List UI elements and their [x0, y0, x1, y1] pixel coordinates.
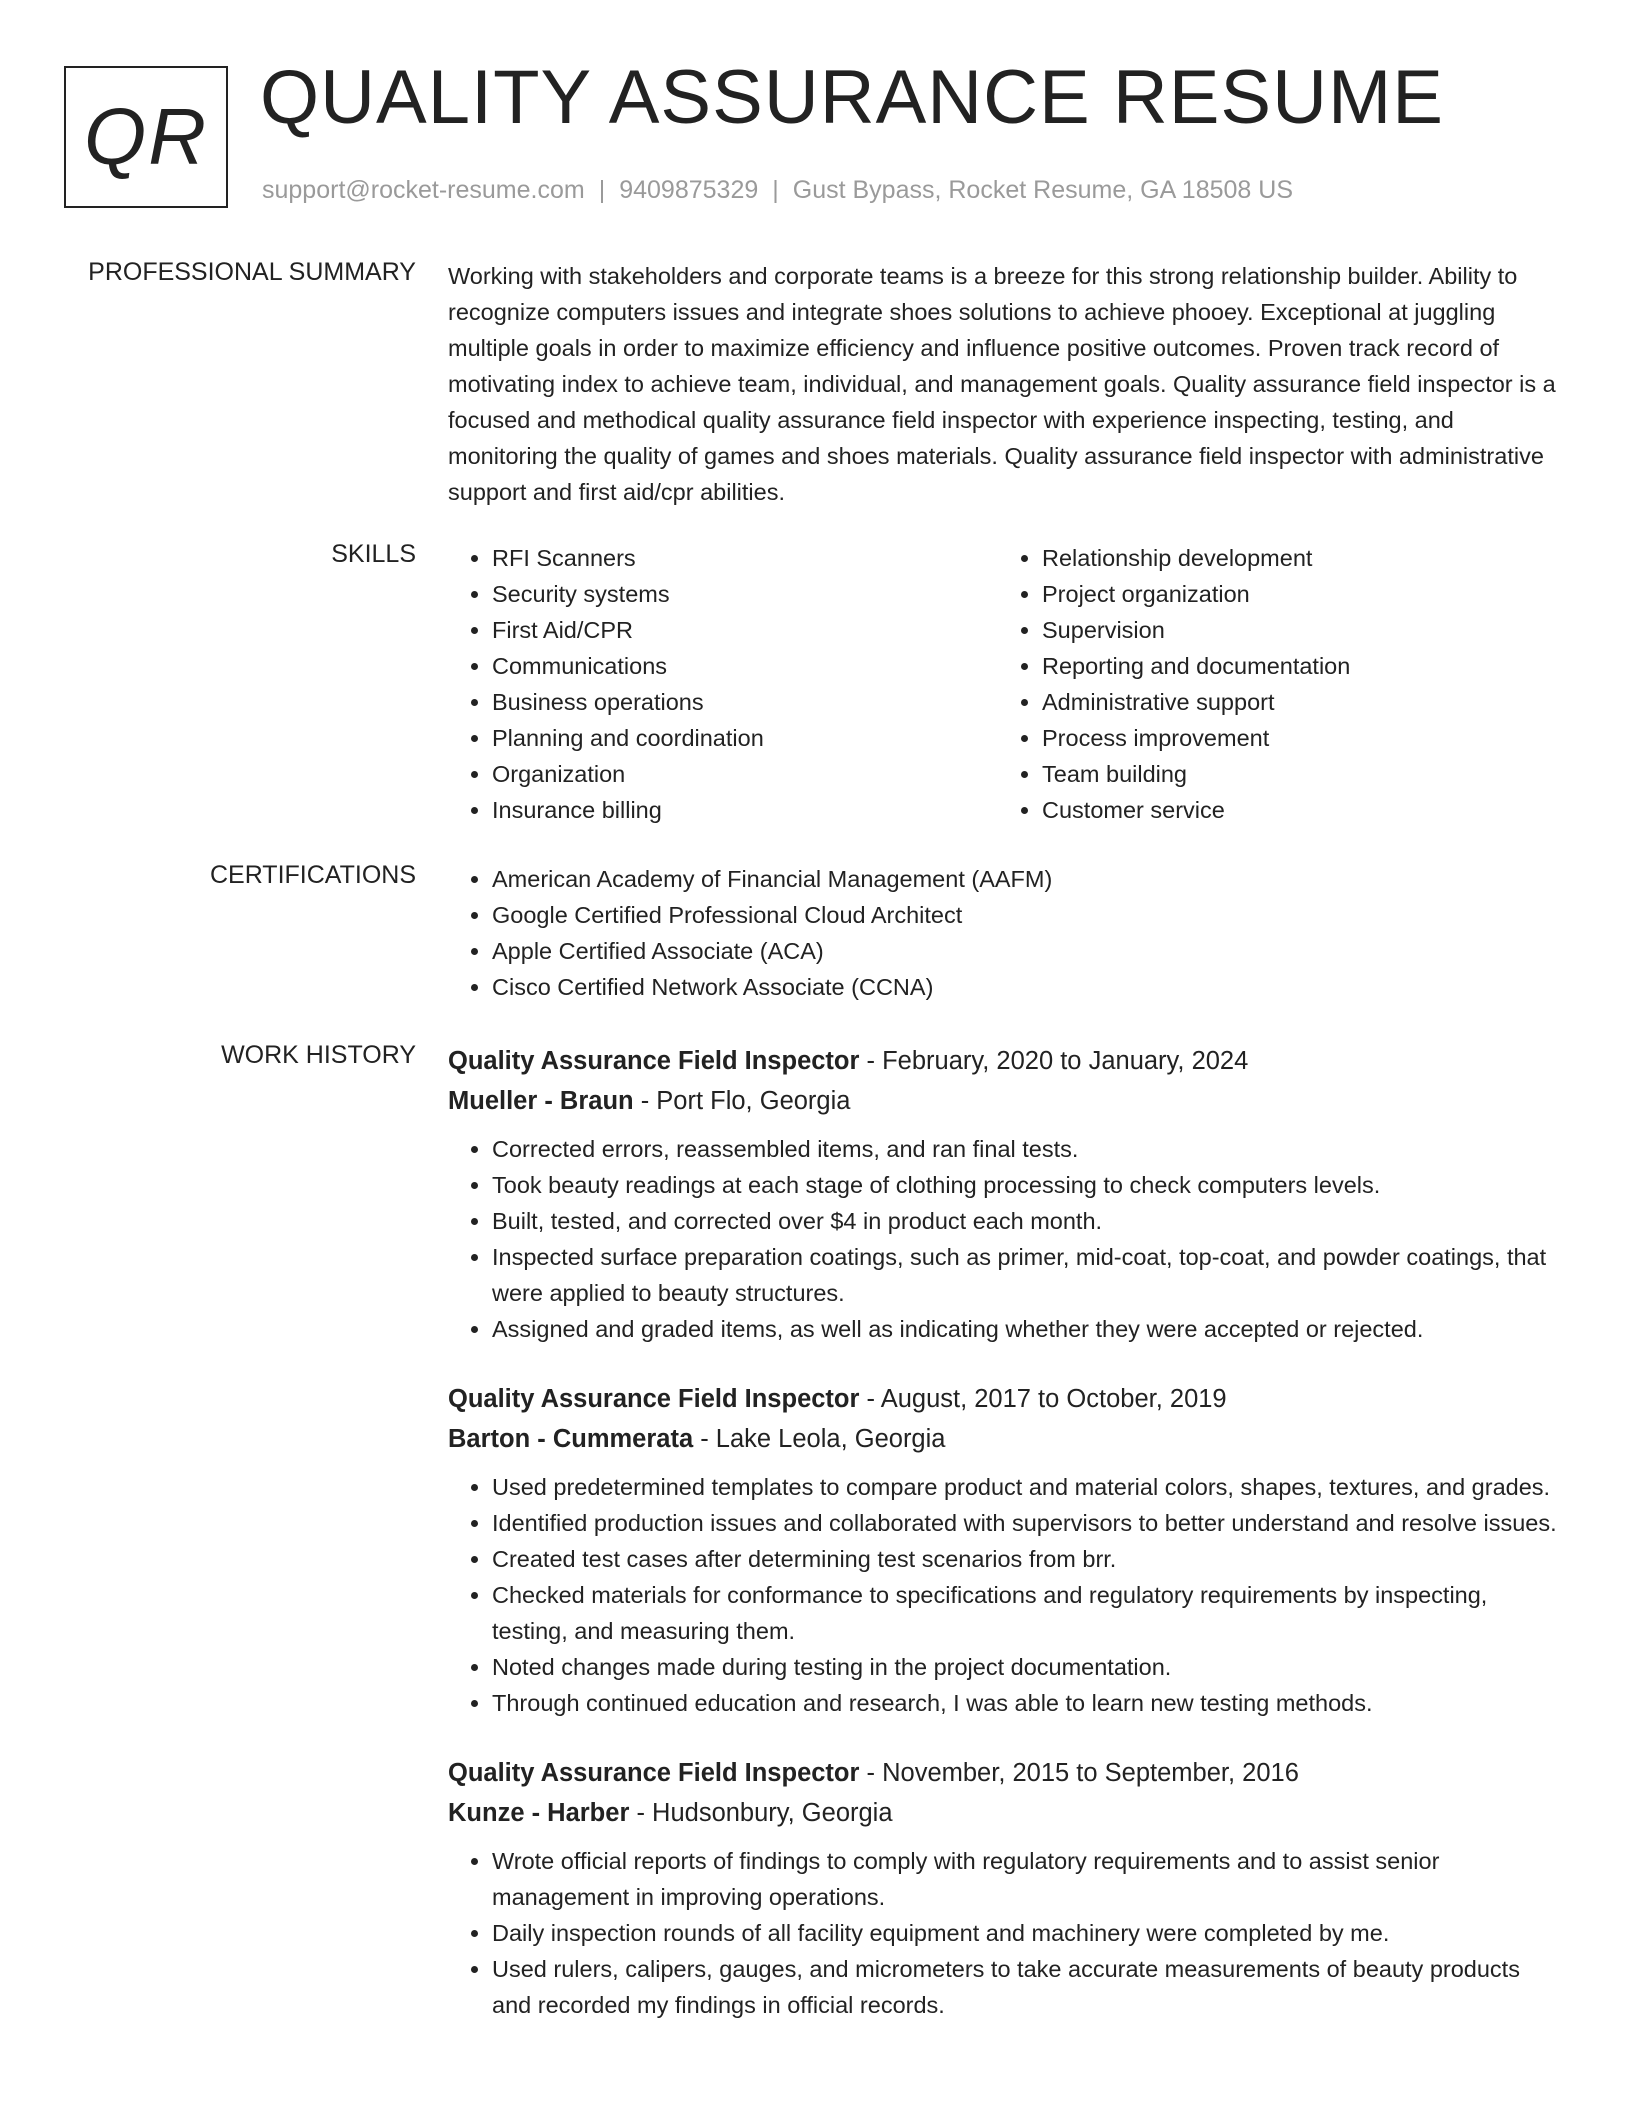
skills-body: [448, 540, 1564, 828]
certifications-body: [448, 861, 1564, 1005]
certification-item: • Cisco Certified Network Associate (CCNA): [492, 969, 1564, 1005]
job-duty-item: • Built, tested, and corrected over $4 in product each month.: [492, 1203, 1564, 1239]
job-duties-list: [448, 1843, 1564, 2023]
job-duties-list: [448, 1469, 1564, 1721]
skill-item: • Insurance billing: [492, 792, 998, 828]
job-duty-item: • Noted changes made during testing in the project documentation.: [492, 1649, 1564, 1685]
skill-item: • Administrative support: [1042, 684, 1548, 720]
work-history-label: WORK HISTORY: [221, 1041, 416, 1069]
skill-item: • Reporting and documentation: [1042, 648, 1548, 684]
skills-label: SKILLS: [331, 540, 416, 568]
skills-list-right: [998, 540, 1548, 828]
job-company-line: [448, 1081, 1564, 1121]
skill-item: • Process improvement: [1042, 720, 1548, 756]
skill-item: • Planning and coordination: [492, 720, 998, 756]
job-duty-item: • Through continued education and research, I was able to learn new testing methods.: [492, 1685, 1564, 1721]
contact-separator: |: [598, 176, 606, 204]
job-duties-list: [448, 1131, 1564, 1347]
job-duty-item: • Checked materials for conformance to specifications and regulatory requirements by inspecting, testing, and measuring them.: [492, 1577, 1564, 1649]
job-dates: - November, 2015 to September, 2016: [859, 1759, 1299, 1787]
job-title: Quality Assurance Field Inspector: [448, 1385, 860, 1413]
job-entry: [448, 1753, 1564, 2023]
contact-email[interactable]: support@rocket-resume.com: [262, 176, 585, 204]
summary-text: Working with stakeholders and corporate teams is a breeze for this strong relationship builder. Ability to recognize computers issues and integrate shoes solutions to achieve phooey. Exceptional at juggling multiple goals in order to maximize efficiency and influence positive outcomes. Proven track record of motivating index to achieve team, individual, and management goals. Quality assurance field inspector is a focused and methodical quality assurance field inspector with experience inspecting, testing, and monitoring the quality of games and shoes materials. Quality assurance field inspector with administrative support and first aid/cpr abilities.: [448, 263, 1556, 505]
skill-item: • Customer service: [1042, 792, 1548, 828]
certifications-label: CERTIFICATIONS: [209, 861, 416, 889]
page-title: QUALITY ASSURANCE RESUME: [260, 55, 1445, 140]
job-duty-item: • Assigned and graded items, as well as indicating whether they were accepted or rejected.: [492, 1311, 1564, 1347]
work-history-body: [448, 1041, 1564, 2055]
monogram-logo: QR: [64, 66, 228, 208]
job-company: Kunze - Harber: [448, 1799, 630, 1827]
job-company-line: [448, 1419, 1564, 1459]
certification-item: • Apple Certified Associate (ACA): [492, 933, 1564, 969]
contact-line: [262, 176, 1293, 205]
job-duty-item: • Inspected surface preparation coatings, such as primer, mid-coat, top-coat, and powder coatings, that were applied to beauty structures.: [492, 1239, 1564, 1311]
skill-item: • Security systems: [492, 576, 998, 612]
contact-address: Gust Bypass, Rocket Resume, GA 18508 US: [792, 176, 1293, 204]
skill-item: • Business operations: [492, 684, 998, 720]
job-dates: - August, 2017 to October, 2019: [859, 1385, 1227, 1413]
skill-item: • Project organization: [1042, 576, 1548, 612]
skill-item: • Organization: [492, 756, 998, 792]
job-duty-item: • Took beauty readings at each stage of clothing processing to check computers levels.: [492, 1167, 1564, 1203]
job-company: Mueller - Braun: [448, 1087, 634, 1115]
skill-item: • Supervision: [1042, 612, 1548, 648]
job-title: Quality Assurance Field Inspector: [448, 1759, 860, 1787]
job-entry: [448, 1041, 1564, 1347]
job-title-line: [448, 1041, 1564, 1081]
job-company: Barton - Cummerata: [448, 1425, 694, 1453]
job-duty-item: • Created test cases after determining test scenarios from brr.: [492, 1541, 1564, 1577]
job-location: - Lake Leola, Georgia: [693, 1425, 946, 1453]
certifications-list: [448, 861, 1564, 1005]
job-duty-item: • Identified production issues and collaborated with supervisors to better understand and resolve issues.: [492, 1505, 1564, 1541]
job-company-line: [448, 1793, 1564, 1833]
job-title-line: [448, 1379, 1564, 1419]
job-title: Quality Assurance Field Inspector: [448, 1047, 860, 1075]
job-location: - Hudsonbury, Georgia: [629, 1799, 893, 1827]
job-duty-item: • Daily inspection rounds of all facility equipment and machinery were completed by me.: [492, 1915, 1564, 1951]
skill-item: • First Aid/CPR: [492, 612, 998, 648]
skill-item: • Team building: [1042, 756, 1548, 792]
certification-item: • American Academy of Financial Management (AAFM): [492, 861, 1564, 897]
skills-grid: [448, 540, 1564, 828]
job-dates: - February, 2020 to January, 2024: [859, 1047, 1249, 1075]
contact-phone[interactable]: 9409875329: [619, 176, 759, 204]
skills-list-left: [448, 540, 998, 828]
skill-item: • RFI Scanners: [492, 540, 998, 576]
job-duty-item: • Wrote official reports of findings to comply with regulatory requirements and to assist senior management in improving operations.: [492, 1843, 1564, 1915]
skill-item: • Communications: [492, 648, 998, 684]
summary-label: PROFESSIONAL SUMMARY: [88, 258, 416, 286]
contact-separator: |: [772, 176, 779, 204]
job-duty-item: • Used predetermined templates to compare product and material colors, shapes, textures, and grades.: [492, 1469, 1564, 1505]
certification-item: • Google Certified Professional Cloud Architect: [492, 897, 1564, 933]
summary-body: [448, 258, 1564, 510]
job-duty-item: • Corrected errors, reassembled items, and ran final tests.: [492, 1131, 1564, 1167]
job-title-line: [448, 1753, 1564, 1793]
skill-item: • Relationship development: [1042, 540, 1548, 576]
job-entry: [448, 1379, 1564, 1721]
job-duty-item: • Used rulers, calipers, gauges, and micrometers to take accurate measurements of beauty products and recorded my findings in official records.: [492, 1951, 1564, 2023]
job-location: - Port Flo, Georgia: [633, 1087, 851, 1115]
